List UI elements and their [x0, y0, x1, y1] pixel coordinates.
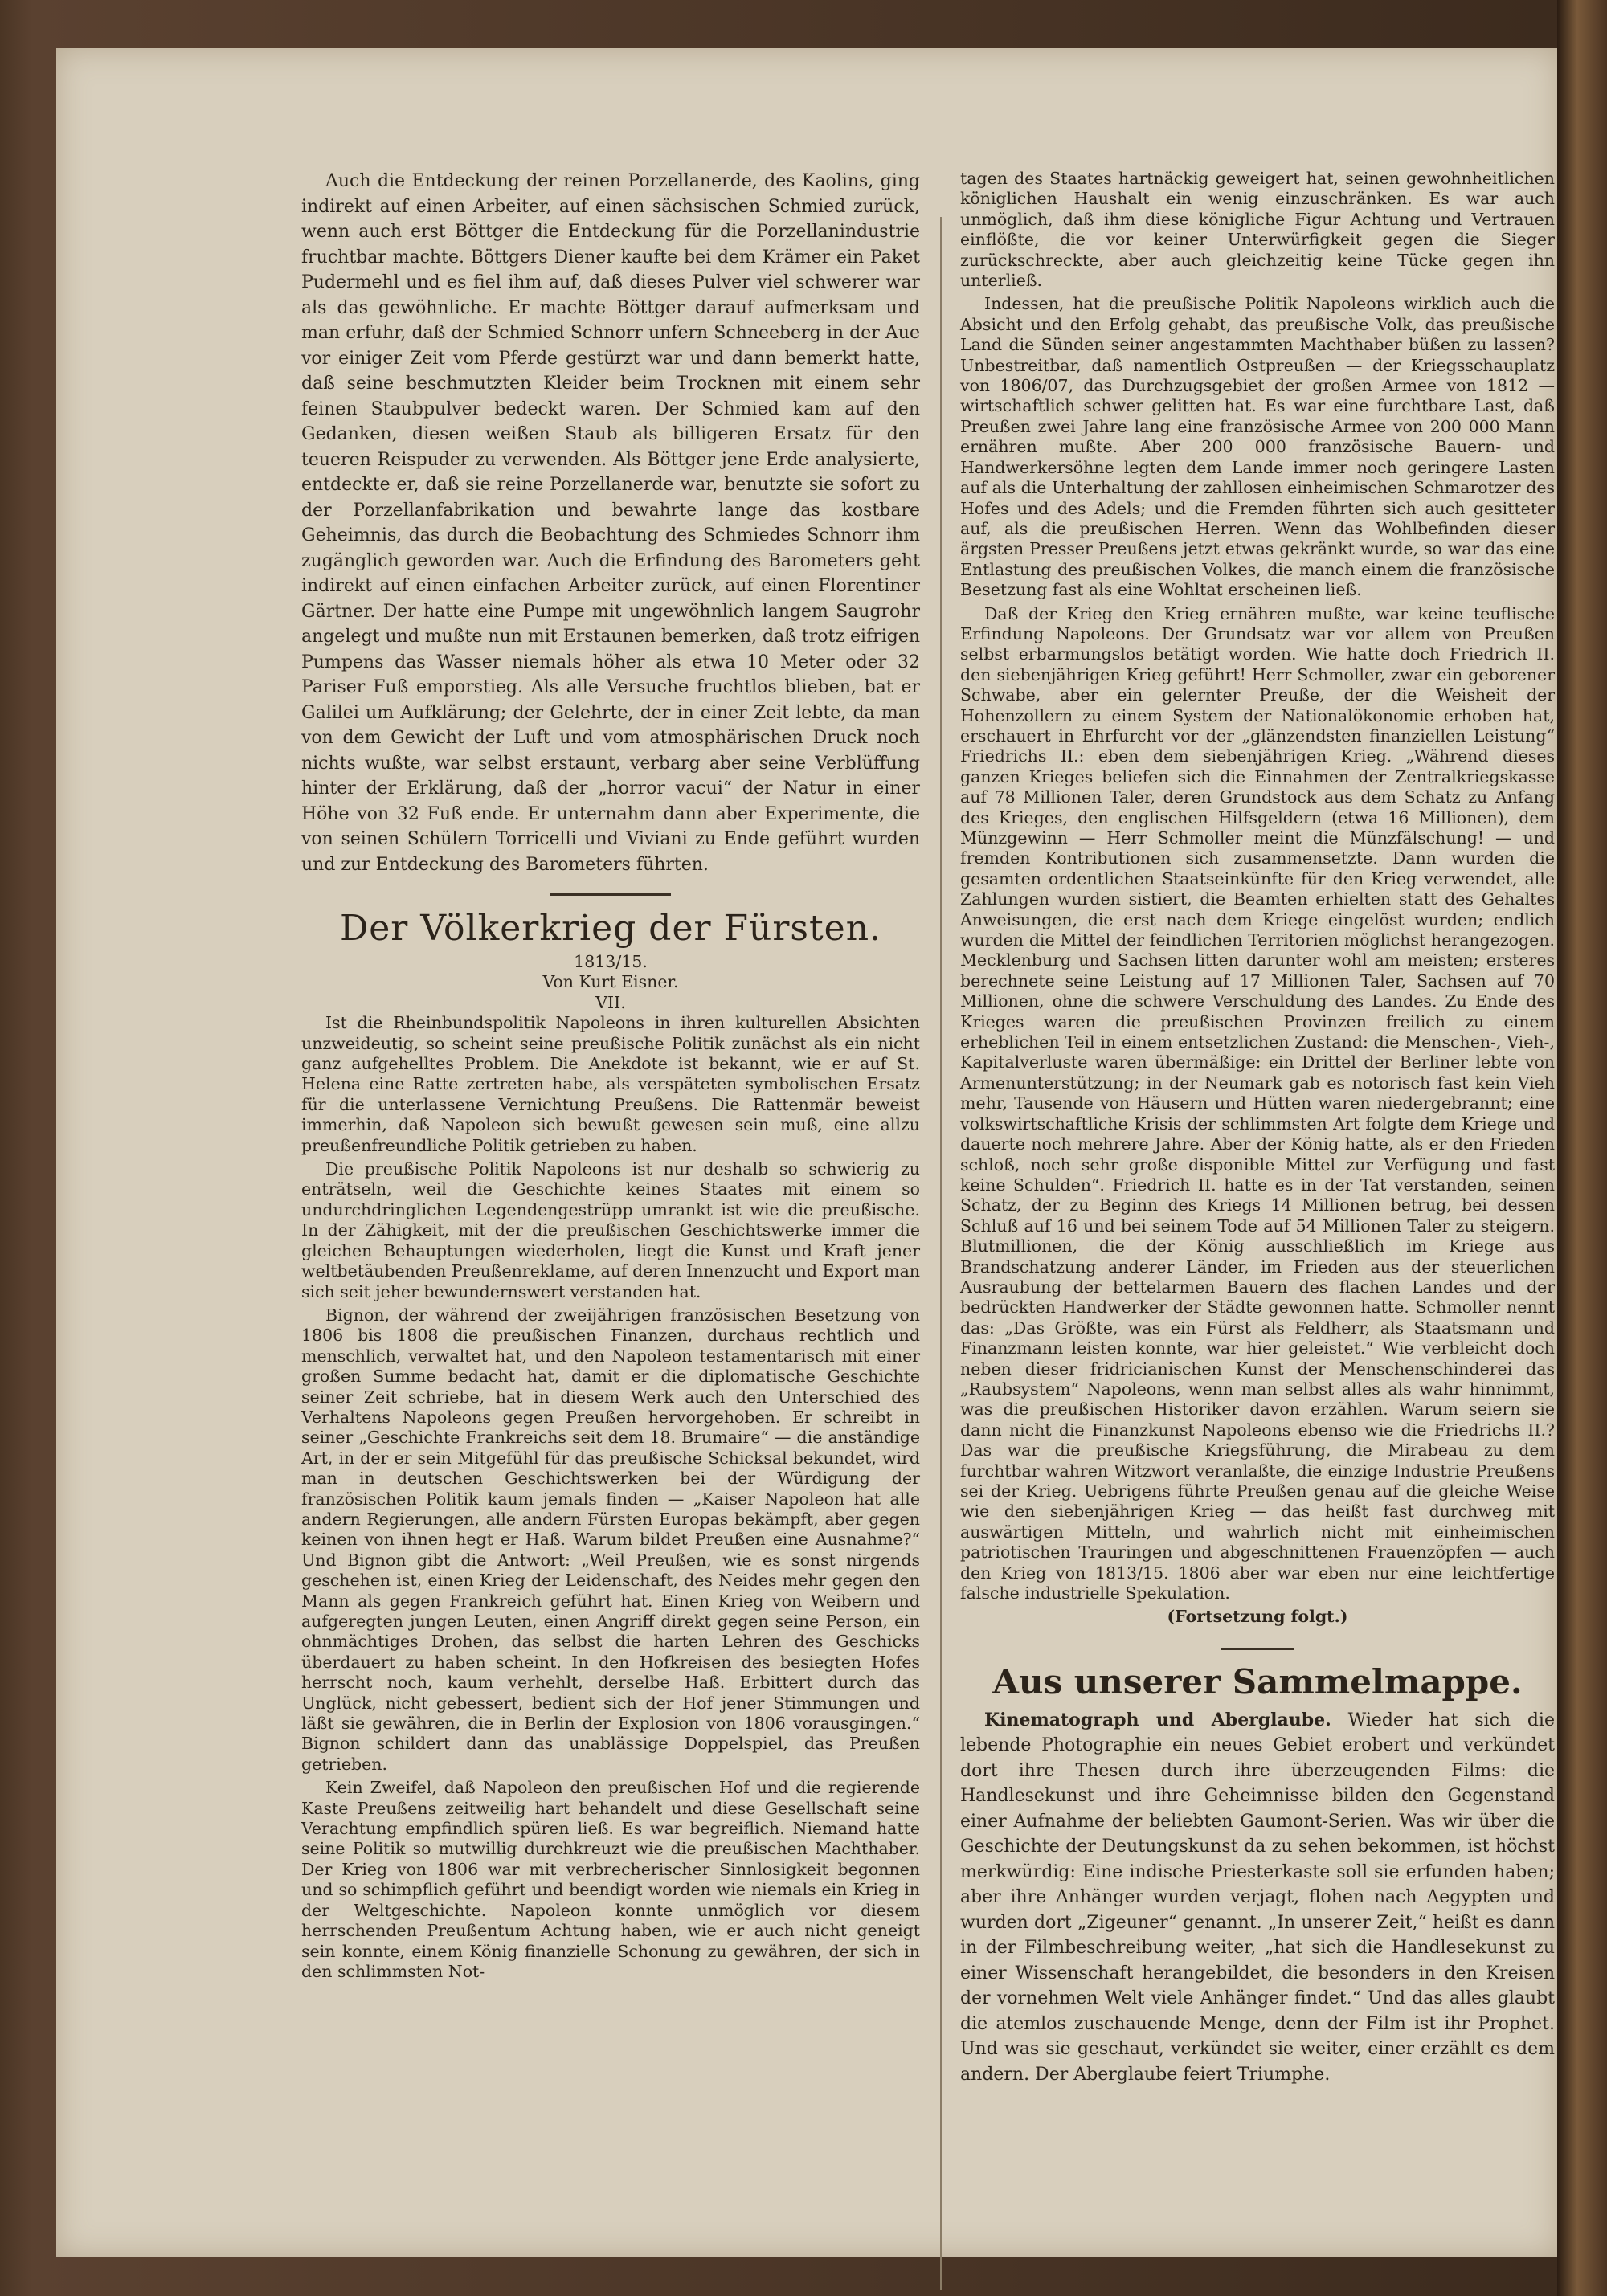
book-spine [1557, 0, 1607, 2296]
article-paragraph: Indessen, hat die preußische Politik Napoleons wirklich auch die Absicht und den Erfolg gehabt, das preußische Volk, das preußische Land die Sünden seiner angestammten Machthaber büßen zu lassen? Unbestreitbar, daß namentlich Ostpreußen — der Kriegsschauplatz von 1806/07, das Durchzugsgebiet der großen Armee von 1812 — wirtschaftlich schwer gelitten hat. Es war eine furchtbare Last, daß Preußen zwei Jahre lang eine französische Armee von 200 000 Mann ernähren mußte. Aber 200 000 französische Bauern- und Handwerkersöhne legten dem Lande immer noch geringere Lasten auf als die Unterhaltung der zahllosen einheimischen Schmarotzer des Hofes und des Adels; und die Fremden führten sich auch gesitteter auf, als die preußischen Herren. Wenn das Wohlbefinden dieser ärgsten Presser Preußens jetzt etwas gekränkt wurde, so war das eine Entlastung des preußischen Volkes, die manch einem die französische Besetzung fast als eine Wohltat erscheinen ließ. [960, 294, 1555, 600]
article-paragraph: Die preußische Politik Napoleons ist nur deshalb so schwierig zu enträtseln, weil die Geschichte keines Staates mit einem so undurchdringlichen Legendengestrüpp umrankt ist wie die preußische. In der Zähigkeit, mit der die preußischen Geschichtswerke immer die gleichen Behauptungen wiederholen, liegt die Kunst und Kraft jener weltbetäubenden Preußenreklame, auf deren Innenzucht und Export man sich seit jeher bewundernswert verstanden hat. [301, 1159, 920, 1301]
section-rule [550, 893, 671, 896]
left-column [301, 169, 920, 1985]
article-paragraph: Bignon, der während der zweijährigen französischen Besetzung von 1806 bis 1808 die preußischen Finanzen, durchaus rechtlich und menschlich, verwaltet hat, und den Napoleon testamentarisch mit einer großen Summe bedacht hat, damit er die diplomatische Geschichte seiner Zeit schriebe, hat in diesem Werk auch den Unterschied des Verhaltens Napoleons gegen Preußen hervorgehoben. Er schreibt in seiner „Geschichte Frankreichs seit dem 18. Brumaire“ — die anständige Art, in der er sein Mitgefühl für das preußische Schicksal bekundet, wird man in deutschen Geschichtswerken bei der Würdigung der französischen Politik kaum jemals finden — „Kaiser Napoleon hat alle andern Regierungen, alle andern Fürsten Europas bekämpft, aber gegen keinen von ihnen hegt er Haß. Warum bildet Preußen eine Ausnahme?“ Und Bignon gibt die Antwort: „Weil Preußen, wie es sonst nirgends geschehen ist, einen Krieg der Leidenschaft, des Neides mehr gegen den Mann als gegen Frankreich geführt hat. Einen Krieg von Weibern und aufgeregten jungen Leuten, einen Angriff direkt gegen seine Person, ein ohnmächtiges Drohen, das selbst die harten Lehren des Geschicks überdauert zu haben scheint. In den Hofkreisen des besiegten Hofes herrscht noch, kaum verhehlt, derselbe Haß. Erbittert durch das Unglück, nicht gebessert, bedient sich der Hof jener Stimmungen und läßt sie gewähren, die in Berlin der Explosion von 1806 vorausgingen.“ Bignon schildert dann das unablässige Doppelspiel, das Preußen getrieben. [301, 1305, 920, 1774]
article-paragraph: Daß der Krieg den Krieg ernähren mußte, war keine teuflische Erfindung Napoleons. Der Grundsatz war vor allem von Preußen selbst erbarmungslos betätigt worden. Wie hatte doch Friedrich II. den siebenjährigen Krieg geführt! Herr Schmoller, zwar ein geborener Schwabe, aber ein gelernter Preuße, der die Weisheit der Hohenzollern zu einem System der Nationalökonomie erhoben hat, erschauert in Ehrfurcht vor der „glänzendsten finanziellen Leistung“ Friedrichs II.: eben dem siebenjährigen Krieg. „Während dieses ganzen Krieges beliefen sich die Einnahmen der Zentralkriegskasse auf 78 Millionen Taler, deren Grundstock aus dem Schatz zu Anfang des Krieges, den englischen Hilfsgeldern (etwa 16 Millionen), dem Münzgewinn — Herr Schmoller meint die Münzfälschung! — und fremden Kontributionen sich zusammensetzte. Dann wurden die gesamten ordentlichen Staatseinkünfte für den Krieg verwendet, alle Zahlungen wurden sistiert, die Beamten erhielten statt des Gehaltes Anweisungen, die erst nach dem Kriege eingelöst wurden; endlich wurden die Mittel der feindlichen Territorien möglichst herangezogen. Mecklenburg und Sachsen litten darunter wohl am meisten; ersteres berechnete seine Leistung auf 17 Millionen Taler, Sachsen auf 70 Millionen, ohne die schwere Verschuldung des Landes. Zu Ende des Krieges waren die preußischen Provinzen freilich zu einem erheblichen Teil in einem entsetzlichen Zustand: die Menschen-, Vieh-, Kapitalverluste waren übermäßige: ein Drittel der Berliner lebte von Armenunterstützung; in der Neumark gab es notorisch fast kein Vieh mehr, Tausende von Häusern und Hütten waren niedergebrannt; eine volkswirtschaftliche Krisis der schlimmsten Art folgte dem Kriege und dauerte noch mehrere Jahre. Aber der König hatte, als er den Frieden schloß, noch sehr große disponible Mittel zur Verfügung und fast keine Schulden“. Friedrich II. hatte es in der Tat verstanden, seinen Schatz, der zu Beginn des Kriegs 14 Millionen betrug, bei dessen Schluß auf 16 und bei seinem Tode auf 54 Millionen Taler zu steigern. Blutmillionen, die der König ausschließlich im Kriege aus Brandschatzung anderer Länder, im Frieden aus der steuerlichen Ausraubung der bettelarmen Bauern des flachen Landes und der bedrückten Handwerker der Städte gewonnen hatte. Schmoller nennt das: „Das Größte, was ein Fürst als Feldherr, als Staatsmann und Finanzmann leisten konnte, war hier geleistet.“ Wie verbleicht doch neben dieser fridricianischen Kunst der Menschenschinderei das „Raubsystem“ Napoleons, wenn man selbst alles als wahr hinnimmt, was die preußischen Historiker davon erzählen. Warum seiern sie dann nicht die Finanzkunst Napoleons ebenso wie die Friedrichs II.? Das war die preußische Kriegsführung, die Mirabeau zu dem furchtbar wahren Witzwort veranlaßte, die einzige Industrie Preußens sei der Krieg. Uebrigens führte Preußen genau auf die gleiche Weise wie den siebenjährigen Krieg — das heißt fast durchweg mit auswärtigen Mitteln, und wahrlich nicht mit einheimischen patriotischen Trauringen und abgeschnittenen Frauenzöpfen — auch den Krieg von 1813/15. 1806 aber war eben nur eine leichtfertige falsche industrielle Spekulation. [960, 603, 1555, 1604]
article-years: 1813/15. [574, 952, 648, 971]
column-divider [940, 217, 942, 2290]
item-lead: Kinematograph und Aberglaube. [984, 1709, 1331, 1730]
right-column [960, 169, 1555, 2090]
article-paragraph: tagen des Staates hartnäckig geweigert hat, seinen gewohnheitlichen königlichen Haushalt ein wenig einzuschränken. Es war auch unmöglich, daß ihm diese königliche Figur Achtung und Vertrauen einflößte, die vor keiner Unterwürfigkeit gegen die Sieger zurückschreckte, aber auch gleichzeitig keine Tücke gegen ihn unterließ. [960, 169, 1555, 291]
collection-item [960, 1708, 1555, 2088]
article-part: VII. [595, 992, 626, 1012]
section-rule [1221, 1648, 1294, 1650]
article-author: Von Kurt Eisner. [542, 972, 679, 992]
porcelain-barometer-paragraph: Auch die Entdeckung der reinen Porzellanerde, des Kaolins, ging indirekt auf einen Arbeiter, auf einen sächsischen Schmied zurück, wenn auch erst Böttger die Entdeckung für die Porzellanindustrie fruchtbar machte. Böttgers Diener kaufte bei dem Krämer ein Paket Pudermehl und es fiel ihm auf, daß dieses Pulver viel schwerer war als das gewöhnliche. Er machte Böttger darauf aufmerksam und man erfuhr, daß der Schmied Schnorr unfern Schneeberg in der Aue vor einiger Zeit vom Pferde gestürzt war und dann bemerkt hatte, daß seine beschmutzten Kleider beim Trocknen mit einem sehr feinen Staubpulver bedeckt waren. Der Schmied kam auf den Gedanken, diesen weißen Staub als billigeren Ersatz für den teueren Reispuder zu verwenden. Als Böttger jene Erde analysierte, entdeckte er, daß sie reine Porzellanerde war, benutzte sie sofort zu der Porzellanfabrikation und bewahrte lange das kostbare Geheimnis, das durch die Beobachtung des Schmiedes Schnorr ihm zugänglich geworden war. Auch die Erfindung des Barometers geht indirekt auf einen einfachen Arbeiter zurück, auf einen Florentiner Gärtner. Der hatte eine Pumpe mit ungewöhnlich langem Saugrohr angelegt und mußte nun mit Erstaunen bemerken, daß trotz eifrigen Pumpens das Wasser niemals höher als etwa 10 Meter oder 32 Pariser Fuß emporstieg. Als alle Versuche fruchtlos blieben, bat er Galilei um Aufklärung; der Gelehrte, der in einer Zeit lebte, da man von dem Gewicht der Luft und vom atmosphärischen Druck noch nichts wußte, war selbst erstaunt, verbarg aber seine Verblüffung hinter der Erklärung, daß der „horror vacui“ der Natur in einer Höhe von 32 Fuß ende. Er unternahm dann aber Experimente, die von seinen Schülern Torricelli und Viviani zu Ende geführt wurden und zur Entdeckung des Barometers führten. [301, 171, 920, 875]
item-text: Wieder hat sich die lebende Photographie ein neues Gebiet erobert und verkündet dort ihre Thesen durch ihre überzeugenden Films: die Handlesekunst und ihre Geheimnisse bilden den Gegenstand einer Aufnahme der beliebten Gaumont-Serien. Was wir über die Geschichte der Deutungskunst da zu sehen bekommen, ist höchst merkwürdig: Eine indische Priesterkaste soll sie erfunden haben; aber ihre Anhänger wurden verjagt, flohen nach Aegypten und wurden dort „Zigeuner“ genannt. „In unserer Zeit,“ heißt es dann in der Filmbeschreibung weiter, „hat sich die Handlesekunst zu einer Wissenschaft herangebildet, die besonders in den Kreisen der vornehmen Welt viele Anhänger findet.“ Und das alles glaubt die atemlos zuschauende Menge, denn der Film ist ihr Prophet. Und was sie geschaut, verkündet sie weiter, einer erzählt es dem andern. Der Aberglaube feiert Triumphe. [960, 1710, 1555, 2085]
article-title: Der Völkerkrieg der Fürsten. [339, 908, 882, 949]
section-title: Aus unserer Sammelmappe. [992, 1661, 1523, 1702]
article-paragraph: Kein Zweifel, daß Napoleon den preußischen Hof und die regierende Kaste Preußens zeitweilig hart behandelt und diese Gesellschaft seine Verachtung empfindlich spüren ließ. Es war begreiflich. Niemand hatte seine Politik so mutwillig durchkreuzt wie die preußischen Machthaber. Der Krieg von 1806 war mit verbrecherischer Sinnlosigkeit begonnen und so schimpflich geführt und beendigt worden wie niemals ein Krieg in der Weltgeschichte. Napoleon konnte unmöglich vor diesem herrschenden Preußentum Achtung haben, wie er auch nicht geneigt sein konnte, einem König finanzielle Schonung zu gewähren, der sich in den schlimmsten Not- [301, 1778, 920, 1981]
continued-note: (Fortsetzung folgt.) [1167, 1607, 1348, 1627]
article-paragraph: Ist die Rheinbundspolitik Napoleons in ihren kulturellen Absichten unzweideutig, so scheint seine preußische Politik zunächst als ein nicht ganz aufgehelltes Problem. Die Anekdote ist bekannt, wie er auf St. Helena eine Ratte zertreten habe, als verspäteten symbolischen Ersatz für die unterlassene Vernichtung Preußens. Die Rattenmär beweist immerhin, daß Napoleon sich bewußt gewesen sein muß, eine allzu preußenfreundliche Politik getrieben zu haben. [301, 1013, 920, 1155]
